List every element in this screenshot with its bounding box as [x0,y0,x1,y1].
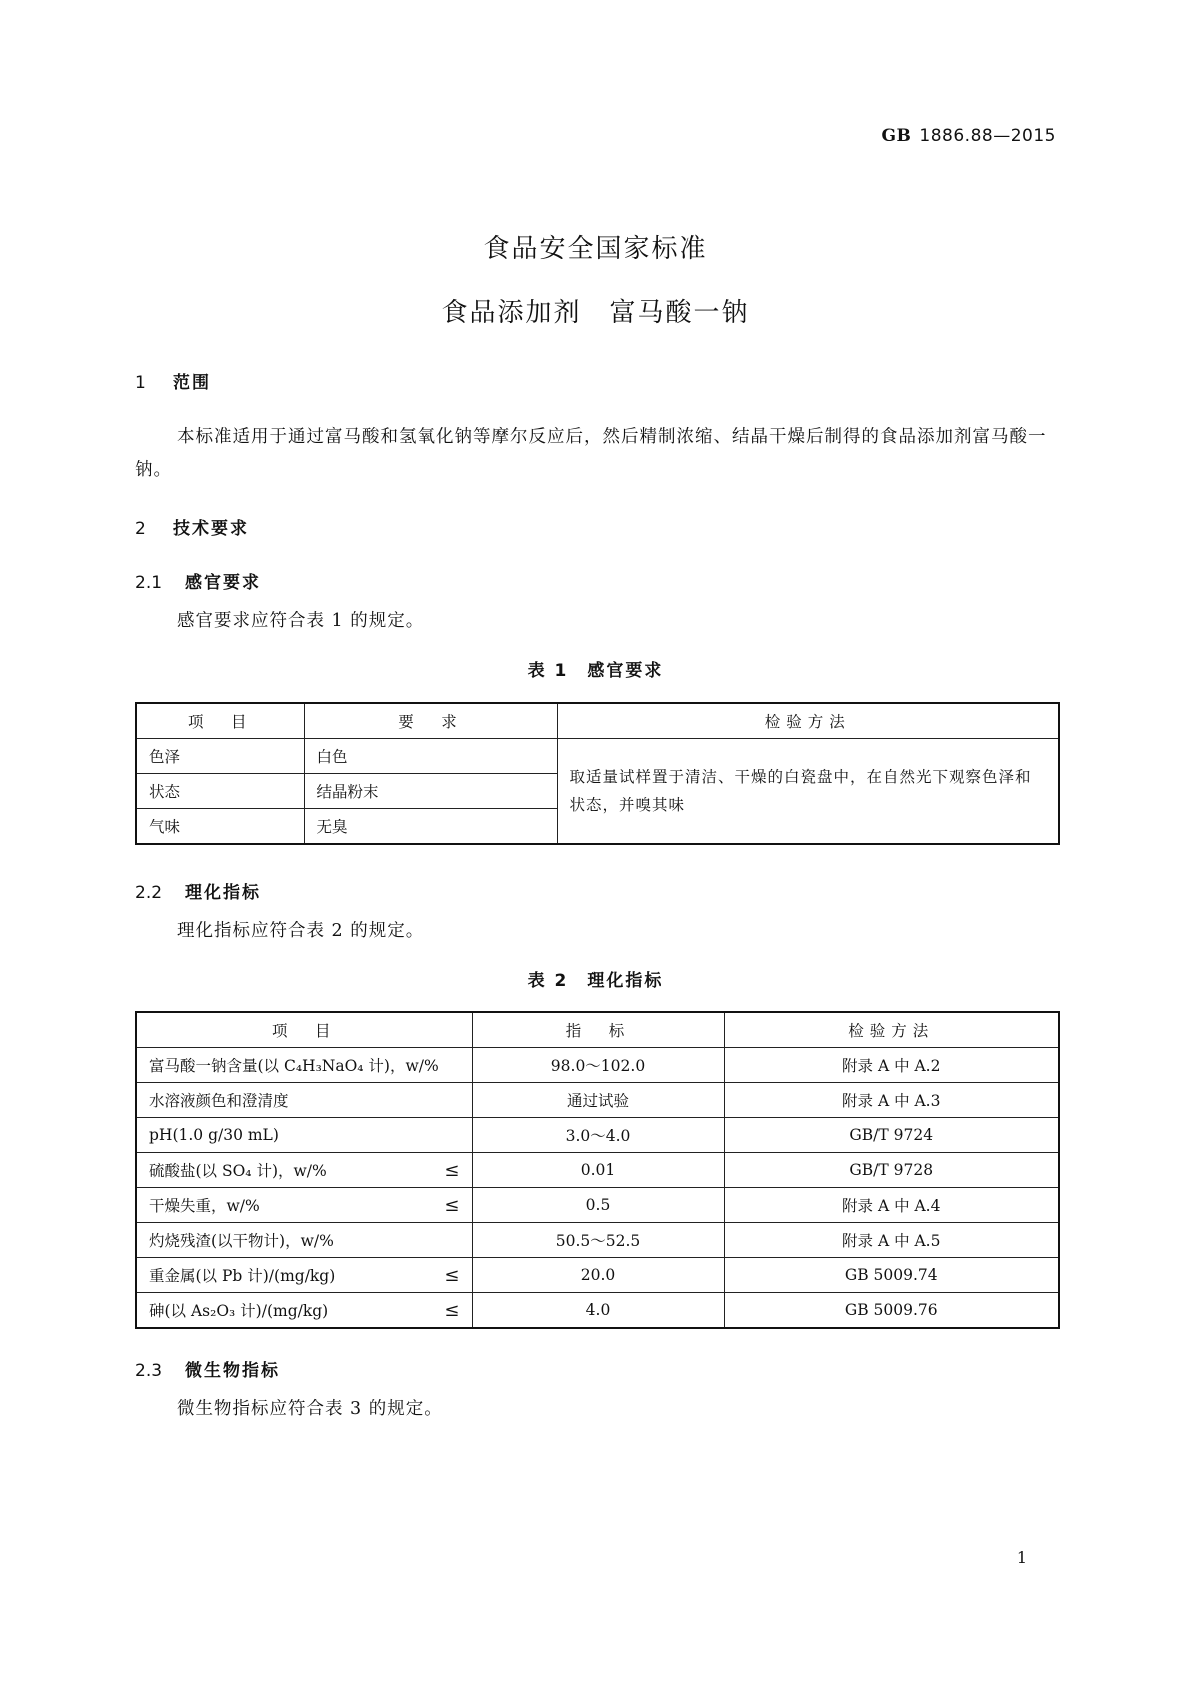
le-symbol: ≤ [444,1299,460,1321]
table-row [136,1223,1059,1258]
table-2-method: GB/T 9724 [724,1118,1059,1153]
table-1 [135,702,1060,845]
table-1-item: 气味 [136,809,304,845]
section-2-2-title: 理化指标 [185,883,261,903]
table-2-value: 0.01 [472,1153,724,1188]
table-1-req: 白色 [304,739,557,774]
table-2-value: 98.0～102.0 [472,1048,724,1083]
table-row [136,1118,1059,1153]
table-2-item: 干燥失重，w/% [149,1197,260,1215]
section-2-1-number: 2.1 [135,573,163,593]
section-2-3-heading [135,1356,280,1381]
section-2-3-text: 微生物指标应符合表 3 的规定。 [177,1399,443,1419]
section-2-2-number: 2.2 [135,883,163,903]
section-2-2-heading [135,878,261,903]
table-2 [135,1011,1060,1329]
table-2-item: 重金属(以 Pb 计)/(mg/kg) [149,1267,336,1285]
title-sub: 食品添加剂 富马酸一钠 [441,298,750,328]
table-2-item: 富马酸一钠含量(以 C₄H₃NaO₄ 计)，w/% [149,1057,439,1075]
table-2-item: 水溶液颜色和澄清度 [149,1092,289,1110]
table-2-method: 附录 A 中 A.2 [724,1048,1059,1083]
title-main: 食品安全国家标准 [483,234,708,264]
table-2-method: 附录 A 中 A.3 [724,1083,1059,1118]
table-row [136,1258,1059,1293]
section-1-number: 1 [135,373,146,393]
section-1-title: 范围 [173,373,211,393]
le-symbol: ≤ [444,1264,460,1286]
table-1-item: 状态 [136,774,304,809]
table-row [136,739,1059,774]
table-2-value: 20.0 [472,1258,724,1293]
table-2-value: 0.5 [472,1188,724,1223]
table-row [136,1188,1059,1223]
table-row [136,1083,1059,1118]
table-2-header-row [136,1012,1059,1048]
table-2-method: GB/T 9728 [724,1153,1059,1188]
section-1-text: 本标准适用于通过富马酸和氢氧化钠等摩尔反应后，然后精制浓缩、结晶干燥后制得的食品添加剂富马酸一钠。 [135,427,1047,480]
table-1-header-req: 要 求 [304,703,557,739]
section-2-title: 技术要求 [173,519,249,539]
table-1-header-item: 项 目 [136,703,304,739]
section-2-3-title: 微生物指标 [185,1361,280,1381]
table-2-value: 4.0 [472,1293,724,1329]
table-1-req: 结晶粉末 [304,774,557,809]
page-number: 1 [1016,1548,1027,1567]
table-2-header-value: 指 标 [472,1012,724,1048]
section-2-1-title: 感官要求 [185,573,261,593]
table-row [136,1293,1059,1329]
standard-number: 1886.88—2015 [919,126,1056,146]
le-symbol: ≤ [444,1159,460,1181]
table-2-value: 3.0～4.0 [472,1118,724,1153]
section-2-heading [135,514,249,539]
table-1-req: 无臭 [304,809,557,845]
section-2-3-number: 2.3 [135,1361,163,1381]
section-2-2-text: 理化指标应符合表 2 的规定。 [177,921,425,941]
table-2-value: 50.5～52.5 [472,1223,724,1258]
standard-prefix: GB [881,126,912,146]
table-row [136,1153,1059,1188]
section-2-1-heading [135,568,261,593]
section-2-number: 2 [135,519,146,539]
table-2-method: GB 5009.74 [724,1258,1059,1293]
le-symbol: ≤ [444,1194,460,1216]
table-1-item: 色泽 [136,739,304,774]
table-row [136,1048,1059,1083]
table-1-method: 取适量试样置于清洁、干燥的白瓷盘中，在自然光下观察色泽和状态，并嗅其味 [557,739,1059,845]
section-2-1-text: 感官要求应符合表 1 的规定。 [177,611,425,631]
table-1-header-row [136,703,1059,739]
table-2-item: 硫酸盐(以 SO₄ 计)，w/% [149,1162,327,1180]
table-2-method: 附录 A 中 A.5 [724,1223,1059,1258]
table-2-method: 附录 A 中 A.4 [724,1188,1059,1223]
table-1-header-method: 检验方法 [557,703,1059,739]
table-2-item: 灼烧残渣(以干物计)，w/% [149,1232,334,1250]
table-2-item: pH(1.0 g/30 mL) [149,1126,279,1144]
table-2-value: 通过试验 [472,1083,724,1118]
section-1-heading [135,368,211,393]
table-2-method: GB 5009.76 [724,1293,1059,1329]
table-1-caption: 表 1 感官要求 [527,661,664,681]
standard-code [882,126,1056,146]
table-2-caption: 表 2 理化指标 [527,971,664,991]
table-2-item: 砷(以 As₂O₃ 计)/(mg/kg) [149,1302,329,1320]
table-2-header-item: 项 目 [136,1012,472,1048]
table-2-header-method: 检验方法 [724,1012,1059,1048]
